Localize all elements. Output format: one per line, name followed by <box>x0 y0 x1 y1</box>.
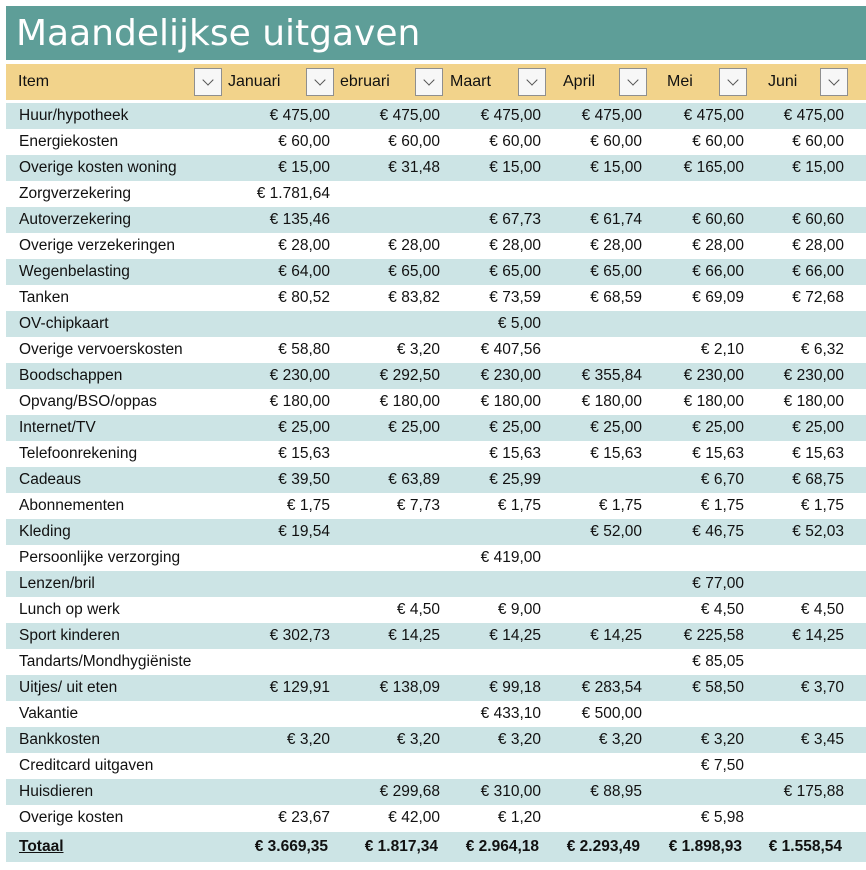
value-cell[interactable]: € 28,00 <box>590 237 642 254</box>
value-cell[interactable]: € 25,99 <box>489 471 541 488</box>
value-cell[interactable]: € 475,00 <box>379 107 440 124</box>
value-cell[interactable]: € 225,58 <box>683 627 744 644</box>
item-cell[interactable]: Overige kosten <box>19 809 124 826</box>
value-cell[interactable]: € 129,91 <box>269 679 330 696</box>
filter-juni-button[interactable] <box>820 68 848 96</box>
header-month-label: Juni <box>768 73 798 90</box>
value-cell[interactable]: € 25,00 <box>590 419 642 436</box>
value-cell[interactable]: € 15,63 <box>489 445 541 462</box>
value-cell[interactable]: € 15,00 <box>489 159 541 176</box>
value-cell[interactable]: € 3,70 <box>800 679 844 696</box>
value-cell[interactable]: € 58,80 <box>278 341 330 358</box>
value-cell[interactable]: € 230,00 <box>683 367 744 384</box>
item-cell[interactable]: Overige kosten woning <box>19 159 177 176</box>
value-cell[interactable]: € 475,00 <box>683 107 744 124</box>
header-item-label: Item <box>18 73 50 90</box>
value-cell[interactable]: € 475,00 <box>581 107 642 124</box>
item-cell[interactable]: Tanken <box>19 289 69 306</box>
value-cell[interactable]: € 3,20 <box>396 341 440 358</box>
value-cell[interactable]: € 60,00 <box>489 133 541 150</box>
table-row <box>6 675 866 701</box>
table-row <box>6 311 866 337</box>
value-cell[interactable]: € 180,00 <box>581 393 642 410</box>
value-cell[interactable]: € 3,20 <box>700 731 744 748</box>
value-cell[interactable]: € 15,63 <box>590 445 642 462</box>
value-cell[interactable]: € 60,60 <box>792 211 844 228</box>
header-row <box>6 64 866 100</box>
value-cell[interactable]: € 6,70 <box>700 471 744 488</box>
value-cell[interactable]: € 14,25 <box>792 627 844 644</box>
header-april <box>553 64 653 100</box>
value-cell[interactable]: € 68,75 <box>792 471 844 488</box>
value-cell[interactable]: € 292,50 <box>379 367 440 384</box>
header-month-label: Maart <box>450 73 491 90</box>
value-cell[interactable]: € 52,00 <box>590 523 642 540</box>
header-month-label: Mei <box>667 73 693 90</box>
item-cell[interactable]: Tandarts/Mondhygiëniste <box>19 653 192 670</box>
filter-februari-button[interactable] <box>415 68 443 96</box>
value-cell[interactable]: € 23,67 <box>278 809 330 826</box>
table-row <box>6 181 866 207</box>
total-label[interactable]: Totaal <box>19 838 64 855</box>
value-cell[interactable]: € 88,95 <box>590 783 642 800</box>
header-juni <box>758 64 866 100</box>
item-cell[interactable]: Vakantie <box>19 705 79 722</box>
value-cell[interactable]: € 302,73 <box>269 627 330 644</box>
total-value-cell[interactable]: € 1.558,54 <box>768 838 842 855</box>
value-cell[interactable]: € 60,00 <box>692 133 744 150</box>
total-value-cell[interactable]: € 2.964,18 <box>465 838 539 855</box>
value-cell[interactable]: € 65,00 <box>590 263 642 280</box>
value-cell[interactable]: € 135,46 <box>269 211 330 228</box>
item-cell[interactable]: Huur/hypotheek <box>19 107 129 124</box>
chevron-down-icon <box>526 74 537 85</box>
value-cell[interactable]: € 299,68 <box>379 783 440 800</box>
value-cell[interactable]: € 4,50 <box>396 601 440 618</box>
value-cell[interactable]: € 3,20 <box>396 731 440 748</box>
item-cell[interactable]: Lunch op werk <box>19 601 120 618</box>
value-cell[interactable]: € 25,00 <box>489 419 541 436</box>
value-cell[interactable]: € 180,00 <box>683 393 744 410</box>
value-cell[interactable]: € 64,00 <box>278 263 330 280</box>
value-cell[interactable]: € 3,20 <box>286 731 330 748</box>
chevron-down-icon <box>828 74 839 85</box>
table-row <box>6 519 866 545</box>
table-row <box>6 753 866 779</box>
value-cell[interactable]: € 28,00 <box>692 237 744 254</box>
value-cell[interactable]: € 3,20 <box>497 731 541 748</box>
value-cell[interactable]: € 28,00 <box>489 237 541 254</box>
table-row <box>6 649 866 675</box>
item-cell[interactable]: Kleding <box>19 523 71 540</box>
value-cell[interactable]: € 65,00 <box>388 263 440 280</box>
table-row <box>6 441 866 467</box>
table-row <box>6 285 866 311</box>
value-cell[interactable]: € 475,00 <box>480 107 541 124</box>
value-cell[interactable]: € 15,63 <box>792 445 844 462</box>
total-value-cell[interactable]: € 1.817,34 <box>364 838 438 855</box>
value-cell[interactable]: € 1.781,64 <box>256 185 330 202</box>
value-cell[interactable]: € 3,20 <box>598 731 642 748</box>
total-value-cell[interactable]: € 1.898,93 <box>668 838 742 855</box>
value-cell[interactable]: € 66,00 <box>692 263 744 280</box>
value-cell[interactable]: € 180,00 <box>783 393 844 410</box>
chevron-down-icon <box>314 74 325 85</box>
table-row <box>6 337 866 363</box>
value-cell[interactable]: € 68,59 <box>590 289 642 306</box>
value-cell[interactable]: € 3,45 <box>800 731 844 748</box>
value-cell[interactable]: € 65,00 <box>489 263 541 280</box>
header-januari <box>228 64 338 100</box>
item-cell[interactable]: Lenzen/bril <box>19 575 95 592</box>
value-cell[interactable]: € 60,00 <box>792 133 844 150</box>
value-cell[interactable]: € 419,00 <box>480 549 541 566</box>
item-cell[interactable]: Wegenbelasting <box>19 263 130 280</box>
table-row <box>6 155 866 181</box>
chevron-down-icon <box>727 74 738 85</box>
value-cell[interactable]: € 52,03 <box>792 523 844 540</box>
table-row <box>6 129 866 155</box>
value-cell[interactable]: € 2,10 <box>700 341 744 358</box>
table-row <box>6 623 866 649</box>
value-cell[interactable]: € 1,75 <box>286 497 330 514</box>
value-cell[interactable]: € 28,00 <box>388 237 440 254</box>
total-value-cell[interactable]: € 2.293,49 <box>566 838 640 855</box>
value-cell[interactable]: € 310,00 <box>480 783 541 800</box>
header-februari <box>340 64 448 100</box>
header-mei <box>655 64 756 100</box>
value-cell[interactable]: € 72,68 <box>792 289 844 306</box>
value-cell[interactable]: € 475,00 <box>269 107 330 124</box>
value-cell[interactable]: € 28,00 <box>278 237 330 254</box>
value-cell[interactable]: € 60,00 <box>278 133 330 150</box>
value-cell[interactable]: € 66,00 <box>792 263 844 280</box>
value-cell[interactable]: € 83,82 <box>388 289 440 306</box>
item-cell[interactable]: Opvang/BSO/oppas <box>19 393 157 410</box>
total-row <box>6 832 866 862</box>
value-cell[interactable]: € 5,00 <box>497 315 541 332</box>
filter-item-button[interactable] <box>194 68 222 96</box>
value-cell[interactable]: € 5,98 <box>700 809 744 826</box>
item-cell[interactable]: OV-chipkaart <box>19 315 109 332</box>
item-cell[interactable]: Energiekosten <box>19 133 119 150</box>
value-cell[interactable]: € 9,00 <box>497 601 541 618</box>
value-cell[interactable]: € 1,75 <box>700 497 744 514</box>
filter-maart-button[interactable] <box>518 68 546 96</box>
value-cell[interactable]: € 1,75 <box>598 497 642 514</box>
table-row <box>6 389 866 415</box>
value-cell[interactable]: € 15,63 <box>692 445 744 462</box>
chevron-down-icon <box>627 74 638 85</box>
value-cell[interactable]: € 28,00 <box>792 237 844 254</box>
item-cell[interactable]: Autoverzekering <box>19 211 132 228</box>
value-cell[interactable]: € 77,00 <box>692 575 744 592</box>
item-cell[interactable]: Boodschappen <box>19 367 123 384</box>
item-cell[interactable]: Zorgverzekering <box>19 185 131 202</box>
value-cell[interactable]: € 6,32 <box>800 341 844 358</box>
value-cell[interactable]: € 15,00 <box>590 159 642 176</box>
value-cell[interactable]: € 14,25 <box>590 627 642 644</box>
value-cell[interactable]: € 7,50 <box>700 757 744 774</box>
item-cell[interactable]: Bankkosten <box>19 731 100 748</box>
value-cell[interactable]: € 355,84 <box>581 367 642 384</box>
value-cell[interactable]: € 46,75 <box>692 523 744 540</box>
value-cell[interactable]: € 19,54 <box>278 523 330 540</box>
value-cell[interactable]: € 1,75 <box>800 497 844 514</box>
value-cell[interactable]: € 99,18 <box>489 679 541 696</box>
value-cell[interactable]: € 4,50 <box>800 601 844 618</box>
table-row <box>6 103 866 129</box>
item-cell[interactable]: Huisdieren <box>19 783 94 800</box>
value-cell[interactable]: € 58,50 <box>692 679 744 696</box>
value-cell[interactable]: € 60,00 <box>388 133 440 150</box>
value-cell[interactable]: € 25,00 <box>792 419 844 436</box>
value-cell[interactable]: € 15,63 <box>278 445 330 462</box>
value-cell[interactable]: € 14,25 <box>489 627 541 644</box>
table-row <box>6 545 866 571</box>
value-cell[interactable]: € 25,00 <box>388 419 440 436</box>
value-cell[interactable]: € 407,56 <box>480 341 541 358</box>
value-cell[interactable]: € 15,00 <box>792 159 844 176</box>
item-cell[interactable]: Internet/TV <box>19 419 96 436</box>
header-month-label: April <box>563 73 596 90</box>
header-maart <box>450 64 551 100</box>
table-row <box>6 233 866 259</box>
table-row <box>6 597 866 623</box>
value-cell[interactable]: € 180,00 <box>379 393 440 410</box>
table-row <box>6 415 866 441</box>
value-cell[interactable]: € 69,09 <box>692 289 744 306</box>
item-cell[interactable]: Abonnementen <box>19 497 125 514</box>
table-row <box>6 727 866 753</box>
item-cell[interactable]: Telefoonrekening <box>19 445 138 462</box>
value-cell[interactable]: € 230,00 <box>269 367 330 384</box>
item-cell[interactable]: Cadeaus <box>19 471 82 488</box>
value-cell[interactable]: € 433,10 <box>480 705 541 722</box>
value-cell[interactable]: € 7,73 <box>396 497 440 514</box>
table-row <box>6 701 866 727</box>
value-cell[interactable]: € 4,50 <box>700 601 744 618</box>
value-cell[interactable]: € 175,88 <box>783 783 844 800</box>
value-cell[interactable]: € 73,59 <box>489 289 541 306</box>
header-month-label: Januari <box>228 73 281 90</box>
table-row <box>6 259 866 285</box>
value-cell[interactable]: € 60,00 <box>590 133 642 150</box>
table-row <box>6 467 866 493</box>
value-cell[interactable]: € 283,54 <box>581 679 642 696</box>
item-cell[interactable]: Creditcard uitgaven <box>19 757 154 774</box>
item-cell[interactable]: Sport kinderen <box>19 627 120 644</box>
header-item <box>6 64 226 100</box>
title-bar <box>6 6 866 60</box>
value-cell[interactable]: € 180,00 <box>269 393 330 410</box>
value-cell[interactable]: € 15,00 <box>278 159 330 176</box>
value-cell[interactable]: € 230,00 <box>783 367 844 384</box>
header-month-label: ebruari <box>340 73 390 90</box>
value-cell[interactable]: € 60,60 <box>692 211 744 228</box>
item-cell[interactable]: Overige verzekeringen <box>19 237 175 254</box>
table-row <box>6 207 866 233</box>
value-cell[interactable]: € 61,74 <box>590 211 642 228</box>
value-cell[interactable]: € 63,89 <box>388 471 440 488</box>
table-row <box>6 363 866 389</box>
value-cell[interactable]: € 39,50 <box>278 471 330 488</box>
item-cell[interactable]: Overige vervoerskosten <box>19 341 183 358</box>
value-cell[interactable]: € 165,00 <box>683 159 744 176</box>
value-cell[interactable]: € 230,00 <box>480 367 541 384</box>
value-cell[interactable]: € 500,00 <box>581 705 642 722</box>
value-cell[interactable]: € 475,00 <box>783 107 844 124</box>
total-value-cell[interactable]: € 3.669,35 <box>254 838 328 855</box>
table-row <box>6 571 866 597</box>
value-cell[interactable]: € 180,00 <box>480 393 541 410</box>
value-cell[interactable]: € 67,73 <box>489 211 541 228</box>
chevron-down-icon <box>202 74 213 85</box>
expense-table <box>6 103 866 831</box>
table-row <box>6 805 866 831</box>
value-cell[interactable]: € 138,09 <box>379 679 440 696</box>
filter-mei-button[interactable] <box>719 68 747 96</box>
value-cell[interactable]: € 1,20 <box>497 809 541 826</box>
item-cell[interactable]: Persoonlijke verzorging <box>19 549 181 566</box>
value-cell[interactable]: € 25,00 <box>278 419 330 436</box>
value-cell[interactable]: € 42,00 <box>388 809 440 826</box>
filter-januari-button[interactable] <box>306 68 334 96</box>
item-cell[interactable]: Uitjes/ uit eten <box>19 679 118 696</box>
table-row <box>6 779 866 805</box>
chevron-down-icon <box>423 74 434 85</box>
value-cell[interactable]: € 14,25 <box>388 627 440 644</box>
value-cell[interactable]: € 80,52 <box>278 289 330 306</box>
value-cell[interactable]: € 85,05 <box>692 653 744 670</box>
value-cell[interactable]: € 31,48 <box>388 159 440 176</box>
filter-april-button[interactable] <box>619 68 647 96</box>
table-row <box>6 493 866 519</box>
value-cell[interactable]: € 1,75 <box>497 497 541 514</box>
value-cell[interactable]: € 25,00 <box>692 419 744 436</box>
sheet-title: Maandelijkse uitgaven <box>16 13 421 54</box>
